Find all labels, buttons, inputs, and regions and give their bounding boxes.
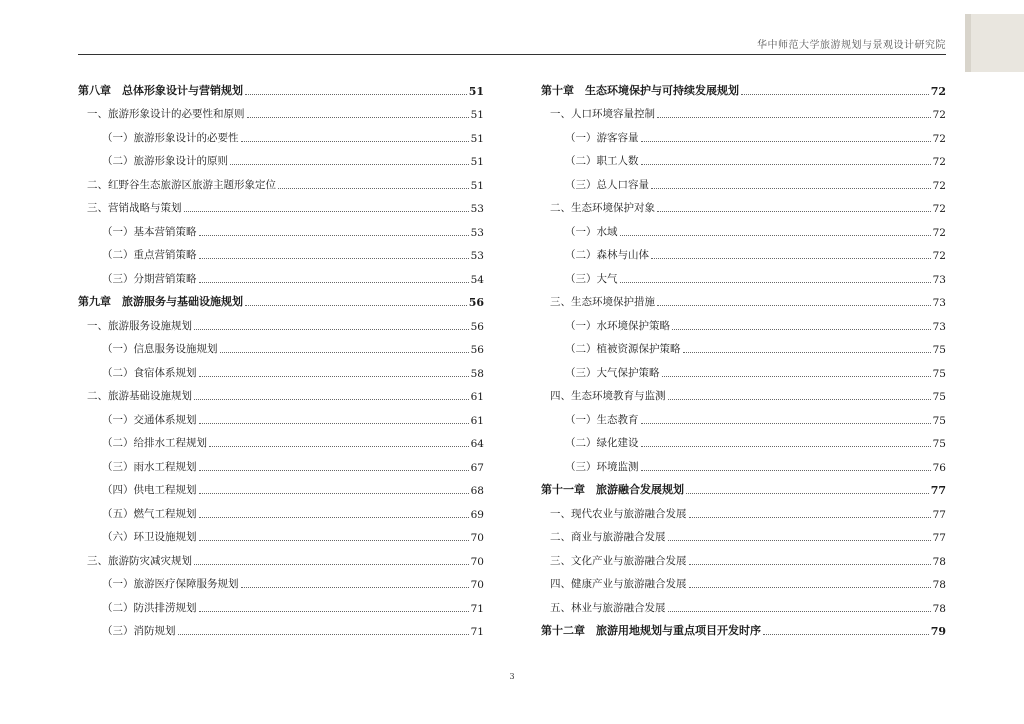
toc-entry-page: 78: [932, 602, 946, 615]
toc-entry-title: 一、现代农业与旅游融合发展: [550, 507, 687, 520]
toc-entry-page: 56: [470, 344, 484, 356]
toc-entry-page: 53: [470, 226, 484, 239]
toc-entry[interactable]: [78, 168, 484, 192]
toc-entry-title: 三、生态环境保护措施: [550, 296, 655, 308]
toc-dot-leader: [178, 634, 469, 635]
toc-entry-page: 69: [470, 508, 484, 521]
toc-entry-page: 78: [932, 579, 946, 591]
toc-dot-leader: [199, 517, 469, 518]
toc-dot-leader: [686, 493, 929, 494]
toc-dot-leader: [641, 164, 931, 165]
toc-entry-title: （三）大气: [565, 272, 618, 285]
toc-entry-page: 73: [932, 273, 946, 286]
toc-dot-leader: [199, 258, 469, 259]
toc-entry-page: 53: [470, 250, 484, 262]
toc-dot-leader: [657, 211, 931, 212]
toc-dot-leader: [689, 587, 931, 588]
toc-dot-leader: [199, 423, 469, 424]
toc-entry-page: 53: [470, 203, 484, 215]
toc-entry-title: 第八章 总体形象设计与营销规划: [78, 83, 243, 97]
toc-entry-title: 二、旅游基础设施规划: [87, 390, 192, 402]
toc-dot-leader: [641, 423, 931, 424]
toc-entry-title: （二）食宿体系规划: [102, 366, 197, 379]
toc-entry-title: 五、林业与旅游融合发展: [550, 601, 666, 614]
toc-dot-leader: [184, 211, 469, 212]
toc-entry-title: 二、红野谷生态旅游区旅游主题形象定位: [87, 178, 276, 191]
toc-entry-page: 51: [470, 179, 484, 192]
toc-dot-leader: [199, 376, 469, 377]
toc-entry-title: （三）大气保护策略: [565, 366, 660, 379]
header-divider: [78, 54, 946, 55]
toc-entry-title: （二）职工人数: [565, 155, 639, 167]
toc-entry-page: 61: [470, 391, 484, 403]
toc-entry[interactable]: [541, 168, 946, 192]
toc-entry[interactable]: [541, 380, 946, 404]
toc-dot-leader: [199, 282, 469, 283]
toc-entry[interactable]: [78, 356, 484, 380]
toc-entry[interactable]: [541, 403, 946, 427]
toc-entry[interactable]: [541, 309, 946, 333]
toc-entry-title: 二、商业与旅游融合发展: [550, 531, 666, 543]
toc-entry-title: （二）给排水工程规划: [102, 437, 207, 449]
toc-entry-page: 72: [932, 109, 946, 121]
toc-entry-title: 三、文化产业与旅游融合发展: [550, 554, 687, 567]
toc-dot-leader: [668, 399, 931, 400]
toc-entry[interactable]: [78, 215, 484, 239]
toc-entry-title: （一）水环境保护策略: [565, 319, 670, 332]
toc-entry-title: （一）生态教育: [565, 413, 639, 426]
toc-chapter-entry[interactable]: [541, 615, 946, 639]
toc-entry[interactable]: [541, 450, 946, 474]
toc-entry-title: 三、营销战略与策划: [87, 202, 182, 214]
toc-entry-page: 78: [932, 555, 946, 568]
toc-dot-leader: [194, 399, 469, 400]
toc-entry-page: 73: [932, 297, 946, 309]
toc-entry-page: 72: [932, 226, 946, 239]
toc-entry[interactable]: [78, 474, 484, 498]
toc-dot-leader: [194, 329, 469, 330]
toc-entry[interactable]: [78, 427, 484, 451]
toc-entry-page: 51: [470, 132, 484, 145]
toc-dot-leader: [220, 352, 469, 353]
toc-entry-page: 75: [932, 344, 946, 356]
toc-entry[interactable]: [541, 497, 946, 521]
toc-dot-leader: [741, 94, 929, 95]
toc-entry-title: 第十二章 旅游用地规划与重点项目开发时序: [541, 624, 761, 637]
toc-entry-page: 71: [470, 602, 484, 615]
toc-entry[interactable]: [78, 309, 484, 333]
toc-entry[interactable]: [78, 192, 484, 216]
toc-dot-leader: [245, 305, 467, 306]
toc-entry[interactable]: [541, 192, 946, 216]
toc-entry-title: （三）雨水工程规划: [102, 460, 197, 473]
toc-entry[interactable]: [78, 615, 484, 639]
toc-entry[interactable]: [78, 333, 484, 357]
toc-entry-page: 68: [470, 485, 484, 497]
toc-entry-page: 51: [470, 109, 484, 121]
toc-entry-page: 79: [930, 625, 946, 638]
toc-entry-page: 71: [470, 626, 484, 638]
toc-left-column: [78, 74, 484, 638]
toc-dot-leader: [199, 540, 469, 541]
toc-entry[interactable]: [541, 145, 946, 169]
toc-dot-leader: [641, 470, 931, 471]
toc-entry[interactable]: [78, 145, 484, 169]
toc-entry-page: 56: [470, 320, 484, 333]
toc-entry-title: （三）分期营销策略: [102, 272, 197, 285]
toc-entry-title: 第九章 旅游服务与基础设施规划: [78, 295, 243, 308]
toc-entry[interactable]: [78, 239, 484, 263]
toc-entry-title: （四）供电工程规划: [102, 484, 197, 496]
toc-chapter-entry[interactable]: [78, 286, 484, 310]
toc-entry-title: 第十章 生态环境保护与可持续发展规划: [541, 83, 739, 97]
toc-entry-title: （二）旅游形象设计的原则: [102, 155, 228, 167]
toc-entry-title: （三）消防规划: [102, 625, 176, 637]
toc-entry[interactable]: [541, 262, 946, 286]
toc-dot-leader: [241, 587, 469, 588]
toc-dot-leader: [683, 352, 931, 353]
toc-dot-leader: [763, 634, 929, 635]
toc-entry[interactable]: [78, 403, 484, 427]
toc-entry-title: 第十一章 旅游融合发展规划: [541, 483, 684, 496]
toc-entry[interactable]: [541, 239, 946, 263]
toc-dot-leader: [641, 446, 931, 447]
toc-entry[interactable]: [78, 98, 484, 122]
toc-dot-leader: [245, 94, 467, 95]
toc-entry-title: （一）交通体系规划: [102, 413, 197, 426]
toc-entry-page: 56: [468, 296, 484, 309]
toc-dot-leader: [689, 564, 931, 565]
toc-entry[interactable]: [78, 544, 484, 568]
toc-dot-leader: [620, 282, 931, 283]
toc-entry-page: 72: [932, 179, 946, 192]
toc-dot-leader: [241, 141, 469, 142]
toc-entry-page: 54: [470, 273, 484, 286]
toc-dot-leader: [620, 235, 931, 236]
toc-entry-page: 51: [470, 156, 484, 168]
toc-entry-title: （二）防洪排涝规划: [102, 601, 197, 614]
toc-entry-page: 51: [468, 84, 484, 98]
toc-entry-title: （一）信息服务设施规划: [102, 343, 218, 355]
header-institution: 华中师范大学旅游规划与景观设计研究院: [757, 40, 946, 51]
toc-entry-page: 77: [932, 508, 946, 521]
toc-entry-title: （一）旅游医疗保障服务规划: [102, 578, 239, 590]
toc-entry-title: （三）环境监测: [565, 460, 639, 473]
toc-chapter-entry[interactable]: [541, 474, 946, 498]
toc-chapter-entry[interactable]: [78, 74, 484, 98]
toc-dot-leader: [247, 117, 469, 118]
toc-entry-title: （二）植被资源保护策略: [565, 343, 681, 355]
toc-dot-leader: [209, 446, 469, 447]
toc-dot-leader: [651, 188, 931, 189]
toc-entry[interactable]: [78, 497, 484, 521]
toc-entry-title: （二）绿化建设: [565, 437, 639, 449]
toc-entry-title: （二）重点营销策略: [102, 249, 197, 261]
toc-dot-leader: [672, 329, 931, 330]
toc-entry[interactable]: [541, 568, 946, 592]
toc-entry-page: 70: [470, 579, 484, 591]
toc-dot-leader: [194, 564, 469, 565]
toc-entry-page: 61: [470, 414, 484, 427]
toc-entry[interactable]: [78, 121, 484, 145]
toc-entry[interactable]: [541, 591, 946, 615]
toc-entry-title: （二）森林与山体: [565, 249, 649, 261]
toc-entry[interactable]: [541, 356, 946, 380]
toc-entry-page: 72: [932, 250, 946, 262]
toc-dot-leader: [641, 141, 931, 142]
toc-entry-title: （一）旅游形象设计的必要性: [102, 131, 239, 144]
toc-entry[interactable]: [541, 333, 946, 357]
toc-entry-title: 四、生态环境教育与监测: [550, 390, 666, 402]
toc-dot-leader: [230, 164, 469, 165]
toc-entry[interactable]: [541, 121, 946, 145]
toc-entry[interactable]: [78, 568, 484, 592]
toc-dot-leader: [199, 470, 469, 471]
toc-chapter-entry[interactable]: [541, 74, 946, 98]
toc-entry-page: 76: [932, 461, 946, 474]
toc-entry-title: （五）燃气工程规划: [102, 507, 197, 520]
toc-entry-page: 70: [470, 555, 484, 568]
toc-entry-title: （一）水域: [565, 225, 618, 238]
toc-dot-leader: [199, 611, 469, 612]
toc-dot-leader: [662, 376, 931, 377]
toc-dot-leader: [199, 493, 469, 494]
toc-entry-page: 77: [932, 532, 946, 544]
toc-entry[interactable]: [78, 380, 484, 404]
toc-entry-page: 72: [930, 84, 946, 98]
toc-dot-leader: [668, 611, 931, 612]
toc-entry-page: 75: [932, 367, 946, 380]
toc-entry[interactable]: [541, 427, 946, 451]
toc-right-column: [541, 74, 946, 638]
toc-entry-title: 二、生态环境保护对象: [550, 202, 655, 214]
toc-entry[interactable]: [541, 98, 946, 122]
toc-entry-page: 75: [932, 414, 946, 427]
toc-entry[interactable]: [78, 262, 484, 286]
toc-entry-page: 75: [932, 391, 946, 403]
toc-entry[interactable]: [78, 521, 484, 545]
toc-entry-page: 70: [470, 532, 484, 544]
toc-entry-page: 64: [470, 438, 484, 450]
toc-entry-page: 73: [932, 320, 946, 333]
toc-entry-page: 67: [470, 461, 484, 474]
toc-entry[interactable]: [541, 544, 946, 568]
toc-entry-page: 58: [470, 367, 484, 380]
toc-entry[interactable]: [541, 286, 946, 310]
toc-entry-title: （一）游客容量: [565, 131, 639, 144]
toc-dot-leader: [199, 235, 469, 236]
toc-entry-title: 一、人口环境容量控制: [550, 108, 655, 120]
toc-dot-leader: [278, 188, 469, 189]
toc-entry-title: （一）基本营销策略: [102, 225, 197, 238]
toc-entry-page: 72: [932, 156, 946, 168]
toc-entry-page: 77: [930, 484, 946, 497]
toc-entry-title: 三、旅游防灾减灾规划: [87, 554, 192, 567]
toc-dot-leader: [657, 117, 931, 118]
toc-entry-title: （三）总人口容量: [565, 178, 649, 191]
toc-entry-title: 一、旅游服务设施规划: [87, 319, 192, 332]
toc-entry-page: 72: [932, 203, 946, 215]
toc-entry-title: 四、健康产业与旅游融合发展: [550, 578, 687, 590]
toc-entry-title: （六）环卫设施规划: [102, 531, 197, 543]
toc-entry[interactable]: [78, 450, 484, 474]
toc-dot-leader: [651, 258, 931, 259]
toc-dot-leader: [657, 305, 931, 306]
toc-entry[interactable]: [541, 521, 946, 545]
corner-decoration: [965, 14, 1024, 72]
toc-entry-title: 一、旅游形象设计的必要性和原则: [87, 108, 245, 120]
toc-dot-leader: [668, 540, 931, 541]
toc-entry[interactable]: [78, 591, 484, 615]
toc-entry[interactable]: [541, 215, 946, 239]
toc-dot-leader: [689, 517, 931, 518]
toc-entry-page: 75: [932, 438, 946, 450]
toc-entry-page: 72: [932, 132, 946, 145]
page-number: 3: [509, 672, 515, 681]
